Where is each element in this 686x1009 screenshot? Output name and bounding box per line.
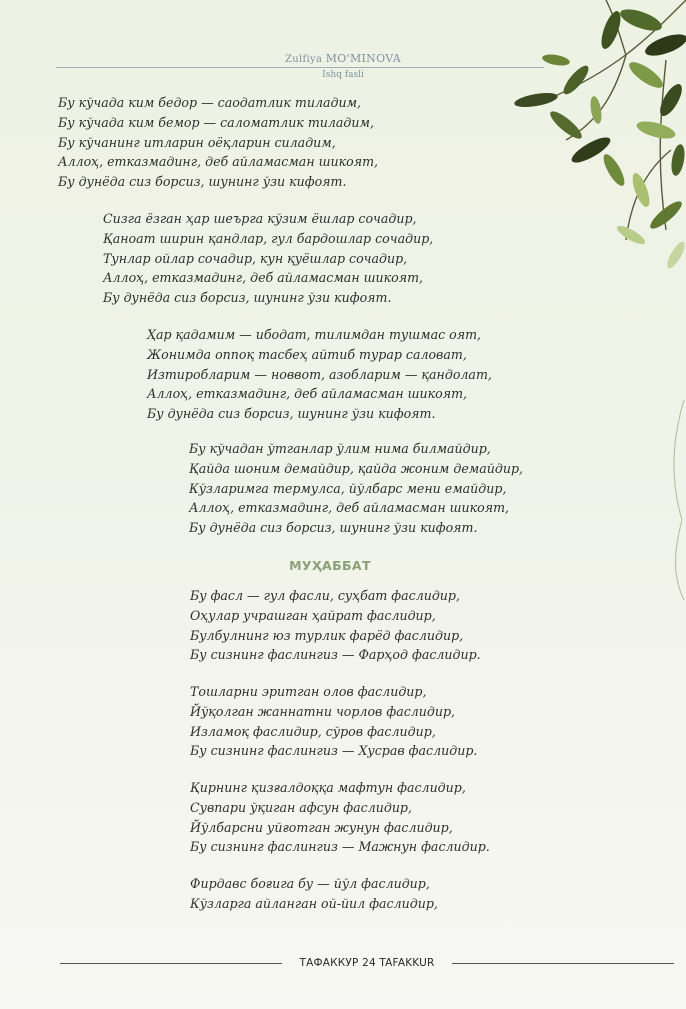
poem2-stanza-1 bbox=[190, 586, 481, 665]
poem-line: Аллоҳ, етказмадинг, деб айламасман шикоят, bbox=[58, 154, 379, 170]
poem-line: Сувпари ўқиган афсун фаслидир, bbox=[190, 799, 412, 815]
poem2-stanza-4 bbox=[190, 874, 438, 914]
header-rule bbox=[56, 67, 544, 68]
poem2-stanza-3 bbox=[190, 778, 490, 857]
poem2-title: МУҲАББАТ bbox=[289, 558, 371, 573]
poem-line: Йўлбарсни уйғотган жунун фаслидир, bbox=[190, 819, 453, 835]
author-first-name: Zulfiya bbox=[285, 54, 323, 65]
poem-line: Бу кўчада ким бемор — саломатлик тиладим, bbox=[58, 114, 374, 130]
poem-line: Қаноат ширин қандлар, гул бардошлар сочадир, bbox=[103, 230, 434, 246]
poem-line: Бу дунёда сиз борсиз, шунинг ўзи кифоят. bbox=[147, 406, 436, 422]
poem-line: Кўзларимга термулса, йўлбарс мени емайдир, bbox=[189, 480, 507, 496]
poem-line: Қайда шоним демайдир, қайда жоним демайдир, bbox=[189, 460, 524, 476]
poem1-stanza-4 bbox=[189, 439, 523, 538]
poem-line: Бу дунёда сиз борсиз, шунинг ўзи кифоят. bbox=[103, 290, 392, 306]
poem2-stanza-2 bbox=[190, 682, 477, 761]
header-subtitle: Ishq fasli bbox=[322, 70, 364, 80]
poem-line: Тунлар ойлар сочадир, кун қуёшлар сочадир, bbox=[103, 250, 408, 266]
poem1-stanza-2 bbox=[103, 209, 433, 308]
leaves-illustration bbox=[416, 0, 686, 290]
footer-page-label: ТАФАККУР 24 TAFAKKUR bbox=[299, 957, 435, 969]
footer-rule-right bbox=[452, 963, 674, 964]
header-author bbox=[0, 52, 686, 65]
poem-line: Ҳар қадамим — ибодат, тилимдан тушмас оят, bbox=[147, 327, 482, 342]
poem-line: Бу сизнинг фаслингиз — Хусрав фаслидир. bbox=[190, 743, 478, 759]
poem-line: Аллоҳ, етказмадинг, деб айламасман шикоят, bbox=[147, 386, 468, 402]
poem-line: Бу фасл — гул фасли, суҳбат фаслидир, bbox=[190, 588, 460, 603]
poem-line: Тошларни эритган олов фаслидир, bbox=[190, 684, 427, 699]
poem-line: Бу сизнинг фаслингиз — Мажнун фаслидир. bbox=[190, 839, 490, 855]
poem-line: Бу сизнинг фаслингиз — Фарҳод фаслидир. bbox=[190, 647, 481, 663]
poem-line: Бу дунёда сиз борсиз, шунинг ўзи кифоят. bbox=[58, 174, 347, 190]
poem-line: Бу кўчадан ўтганлар ўлим нима билмайдир, bbox=[189, 441, 491, 456]
author-last-name: MO'MINOVA bbox=[325, 52, 401, 65]
vine-decoration bbox=[666, 400, 686, 600]
poem-line: Аллоҳ, етказмадинг, деб айламасман шикоят, bbox=[103, 270, 424, 286]
poem1-stanza-3 bbox=[147, 325, 492, 424]
poem-line: Бу кўчада ким бедор — саодатлик тиладим, bbox=[58, 95, 362, 110]
poem-line: Кўзларга айланган ой-йил фаслидир, bbox=[190, 895, 438, 911]
poem-line: Бу дунёда сиз борсиз, шунинг ўзи кифоят. bbox=[189, 520, 478, 536]
poem-line: Йўқолган жаннатни чорлов фаслидир, bbox=[190, 703, 456, 719]
footer-rule-left bbox=[60, 963, 282, 964]
poem-line: Фирдавс боғига бу — йўл фаслидир, bbox=[190, 876, 430, 891]
poem-line: Қирнинг қизғалдоққа мафтун фаслидир, bbox=[190, 780, 466, 795]
poem-line: Жонимда оппоқ тасбеҳ айтиб турар саловат, bbox=[147, 346, 467, 362]
poem1-stanza-1 bbox=[58, 93, 378, 192]
poem-line: Булбулнинг юз турлик фарёд фаслидир, bbox=[190, 627, 464, 643]
poem-line: Изламоқ фаслидир, сўров фаслидир, bbox=[190, 723, 436, 739]
poem-line: Сизга ёзган ҳар шеърга кўзим ёшлар сочадир, bbox=[103, 211, 417, 226]
poem-line: Аллоҳ, етказмадинг, деб айламасман шикоят, bbox=[189, 500, 510, 516]
poem-line: Оҳулар учрашган ҳайрат фаслидир, bbox=[190, 607, 436, 623]
poem-line: Бу кўчанинг итларин оёқларин силадим, bbox=[58, 134, 336, 150]
poem-line: Изтиробларим — новвот, азобларим — қандолат, bbox=[147, 366, 492, 382]
